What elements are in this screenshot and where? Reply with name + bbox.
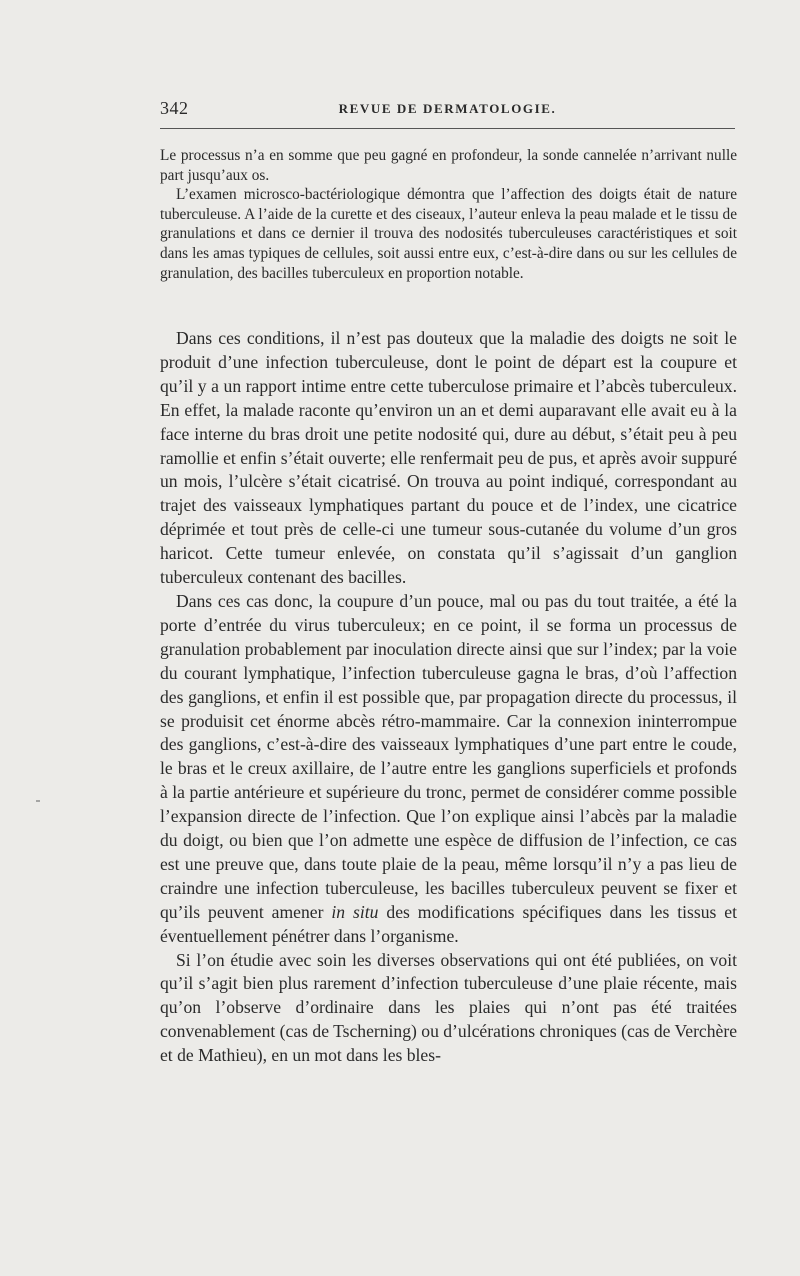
running-title: REVUE DE DERMATOLOGIE. (338, 101, 557, 116)
paragraph: Dans ces conditions, il n’est pas douteux que la maladie des doigts ne soit le produit d’une infection tuberculeuse, dont le point de départ est la coupure et qu’il y a un rapport intime entre cette tuberculose primaire et l’abcès tuberculeux. En effet, la malade raconte qu’environ un an et demi auparavant elle avait eu à la face interne du bras droit une petite nodosité qui, dure au début, s’était peu à peu ramollie et enfin s’était ouverte; elle renfermait peu de pus, et après avoir suppuré un mois, l’ulcère s’était cicatrisé. On trouva au point indiqué, correspondant au trajet des vaisseaux lymphatiques partant du pouce et de l’index, une cicatrice déprimée et tout près de celle-ci une tumeur sous-cutanée du volume d’un gros haricot. Cette tumeur enlevée, on constata qu’il s’agissait d’un ganglion tuberculeux contenant des bacilles. (160, 328, 737, 588)
margin-speck (36, 800, 40, 802)
page-number: 342 (160, 98, 189, 118)
paragraph: Le processus n’a en somme que peu gagné en profondeur, la sonde cannelée n’arrivant nulle part jusqu’aux os. (160, 147, 737, 184)
small-print-section (160, 146, 737, 283)
paragraph-text: Dans ces cas donc, la coupure d’un pouce, mal ou pas du tout traitée, a été la porte d’entrée du virus tuberculeux; en ce point, il se forma un processus de granulation probablement par inoculation directe ainsi que sur l’index; par la voie du courant lymphatique, l’infection tuberculeuse gagna le bras, d’où l’affection des ganglions, et enfin il est possible que, par propagation directe du processus, il se produisit cet énorme abcès rétro-mammaire. Car la connexion ininterrompue des ganglions, c’est-à-dire des vaisseaux lymphatiques d’une part entre le coude, le bras et le creux axillaire, de l’autre entre les ganglions superficiels et profonds à la partie antérieure et supérieure du tronc, permet de considérer comme possible l’expansion directe de l’infection. Que l’on explique ainsi l’abcès par la maladie du doigt, ou bien que l’on admette une espèce de diffusion de l’infection, ce cas est une preuve que, dans toute plaie de la peau, même lorsqu’il n’y a pas lieu de craindre une infection tuberculeuse, les bacilles tuberculeux peuvent se fixer et qu’ils peuvent amener (160, 590, 737, 922)
paragraph: L’examen microsco-bactériologique démontra que l’affection des doigts était de nature tuberculeuse. A l’aide de la curette et des ciseaux, l’auteur enleva la peau malade et le tissu de granulations et dans ce dernier il trouva des nodosités tuberculeuses caractéristiques et soit dans les amas typiques de cellules, soit aussi entre eux, c’est-à-dire dans ou sur les cellules de granulation, des bacilles tuberculeux en proportion notable. (160, 186, 737, 282)
main-text-section (160, 327, 737, 1068)
paragraph: Si l’on étudie avec soin les diverses observations qui ont été publiées, on voit qu’il s’agit bien plus rarement d’infection tuberculeuse d’une plaie récente, mais qu’on l’observe d’ordinaire dans les plaies qui n’ont pas été traitées convenablement (cas de Tscherning) ou d’ulcérations chroniques (cas de Verchère et de Mathieu), en un mot dans les bles- (160, 949, 738, 1066)
header-rule (160, 128, 735, 129)
italic-term: in situ (331, 901, 379, 922)
paragraph-text: des modifications spécifiques dans les tissus et éventuellement pénétrer dans l’organisme. (160, 901, 737, 946)
page-header (160, 98, 735, 124)
paragraph (160, 590, 737, 949)
